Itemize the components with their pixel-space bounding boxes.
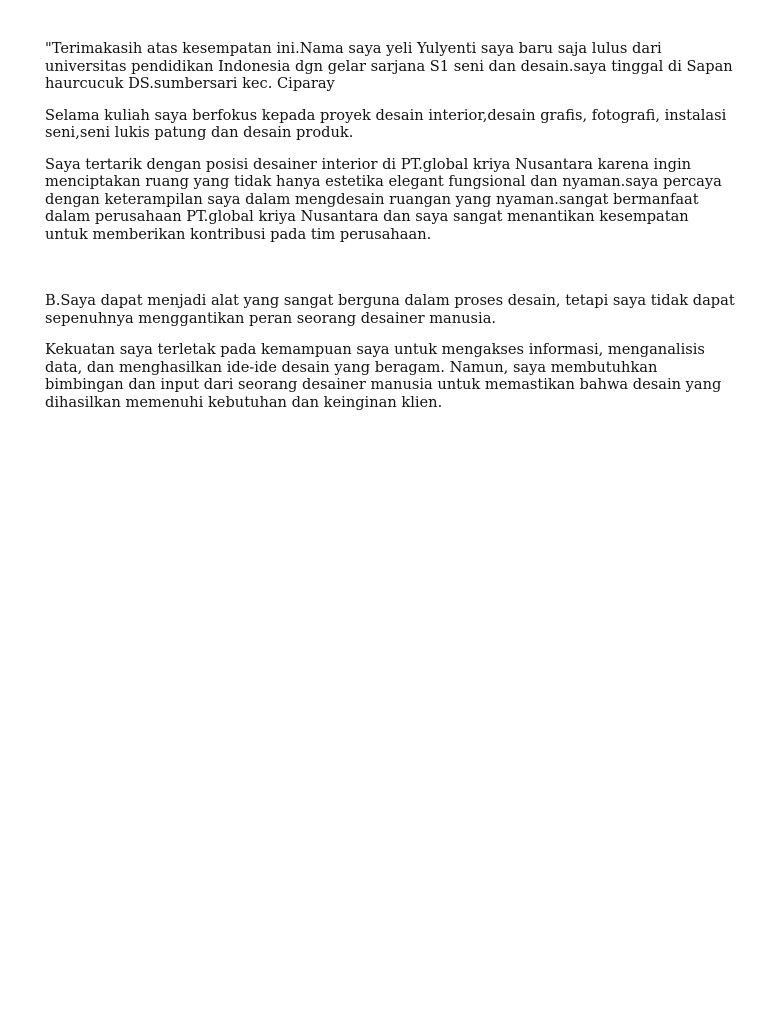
blank-space [45,257,735,292]
paragraph-position-interest: Saya tertarik dengan posisi desainer interior di PT.global kriya Nusantara karena ingin menciptakan ruang yang tidak hanya estetika elegant fungsional dan nyaman.saya percaya dengan keterampilan saya dalam mengdesain ruangan yang nyaman.sangat bermanfaat dalam perusahaan PT.global kriya Nusantara dan saya sangat menantikan kesempatan untuk memberikan kontribusi pada tim perusahaan. [45,155,722,243]
paragraph-introduction: "Terimakasih atas kesempatan ini.Nama saya yeli Yulyenti saya baru saja lulus dari universitas pendidikan Indonesia dgn gelar sarjana S1 seni dan desain.saya tinggal di Sapan haurcucuk DS.sumbersari kec. Ciparay [45,40,733,92]
paragraph-study-focus: Selama kuliah saya berfokus kepada proyek desain interior,desain grafis, fotografi, instalasi seni,seni lukis patung dan desain produk. [45,106,727,141]
document-page [45,40,735,425]
paragraph-ai-strengths: Kekuatan saya terletak pada kemampuan saya untuk mengakses informasi, menganalisis data, dan menghasilkan ide-ide desain yang beragam. Namun, saya membutuhkan bimbingan dan input dari seorang desainer manusia untuk memastikan bahwa desain yang dihasilkan memenuhi kebutuhan dan keinginan klien. [45,341,722,411]
paragraph-ai-role: B.Saya dapat menjadi alat yang sangat berguna dalam proses desain, tetapi saya tidak dapat sepenuhnya menggantikan peran seorang desainer manusia. [45,292,735,327]
